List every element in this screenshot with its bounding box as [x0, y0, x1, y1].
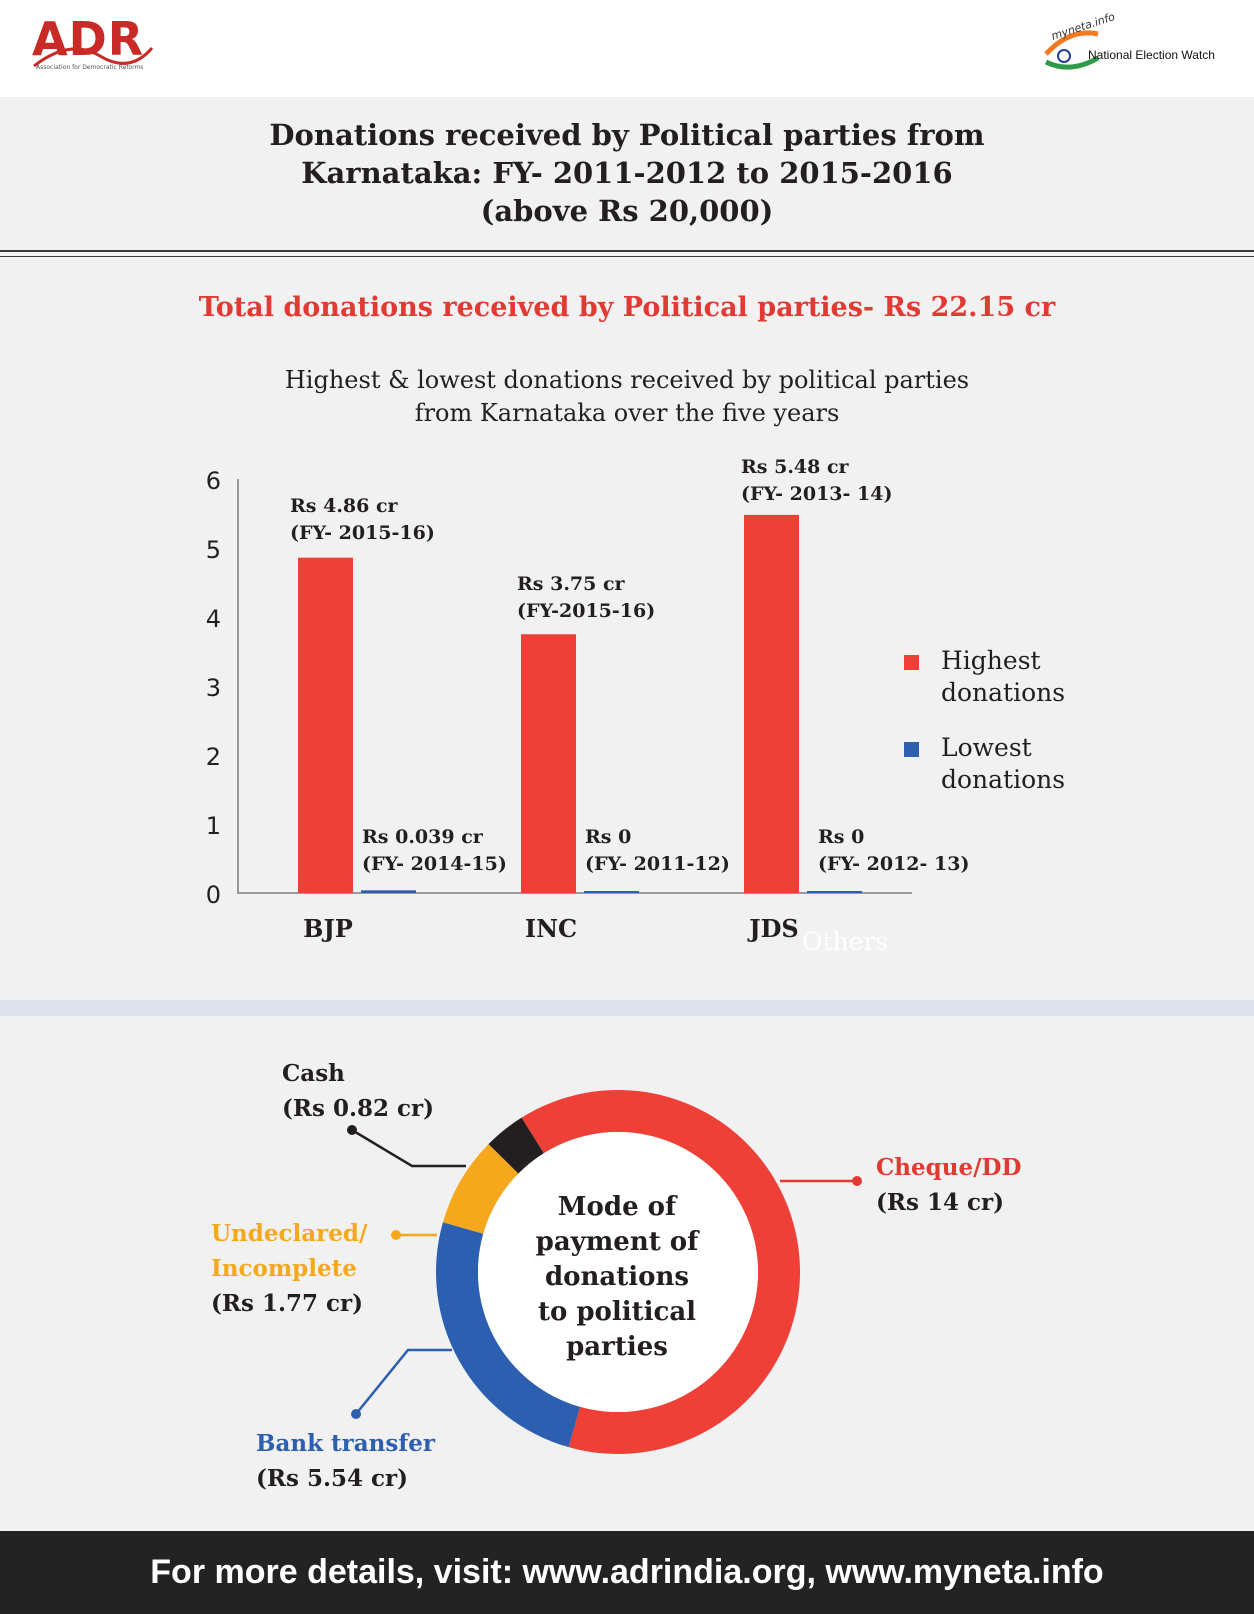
- leader-dot-undeclared: [391, 1230, 401, 1240]
- data-label-jds-highest-year: (FY- 2013- 14): [741, 483, 893, 505]
- x-tick-label-others: Others: [802, 927, 889, 956]
- cheque-label-name: Cheque/DD: [876, 1154, 1022, 1181]
- x-tick-label-jds: JDS: [749, 914, 799, 943]
- cash-label-name: Cash: [282, 1060, 345, 1087]
- data-label-jds-highest-value: Rs 5.48 cr: [741, 456, 849, 478]
- page-title-line-3: (above Rs 20,000): [480, 194, 774, 228]
- y-tick-label-6: 6: [205, 467, 221, 495]
- data-label-jds-lowest-value: Rs 0: [818, 826, 865, 848]
- donut-center-line-3: donations: [544, 1262, 690, 1292]
- legend-label-highest-line-2: donations: [941, 678, 1066, 707]
- x-tick-label-inc: INC: [524, 914, 578, 943]
- data-label-bjp-lowest-year: (FY- 2014-15): [362, 853, 507, 875]
- myneta-logo-text: National Election Watch: [1088, 48, 1215, 62]
- data-label-inc-lowest-value: Rs 0: [585, 826, 632, 848]
- donut-center-line-1: Mode of: [557, 1192, 677, 1222]
- y-tick-label-1: 1: [205, 812, 221, 840]
- bar-chart-title-line-1: Highest & lowest donations received by political parties: [284, 366, 970, 394]
- leader-line-cash: [352, 1130, 466, 1166]
- cash-label: [282, 1056, 434, 1126]
- y-tick-label-0: 0: [205, 881, 221, 909]
- legend-label-lowest-line-1: Lowest: [941, 733, 1032, 762]
- page-title-line-2: Karnataka: FY- 2011-2012 to 2015-2016: [301, 156, 953, 190]
- bank-transfer-label-name: Bank transfer: [256, 1430, 435, 1457]
- data-label-inc-lowest-year: (FY- 2011-12): [585, 853, 730, 875]
- y-tick-label-5: 5: [205, 536, 221, 564]
- myneta-logo-url: myneta.info: [1049, 10, 1117, 43]
- bar-chart-title-line-2: from Karnataka over the five years: [414, 399, 840, 427]
- x-tick-label-bjp: BJP: [303, 914, 353, 943]
- y-tick-label-2: 2: [205, 743, 221, 771]
- cash-label-value: (Rs 0.82 cr): [282, 1095, 434, 1122]
- legend-label-highest-line-1: Highest: [941, 646, 1041, 675]
- donut-center-line-5: parties: [566, 1332, 668, 1362]
- legend-label-lowest-line-2: donations: [941, 765, 1066, 794]
- undeclared-label: [211, 1216, 367, 1321]
- data-label-jds-lowest-year: (FY- 2012- 13): [818, 853, 970, 875]
- cheque-label: [876, 1150, 1021, 1220]
- data-label-inc-highest-value: Rs 3.75 cr: [517, 573, 625, 595]
- donut-center-line-2: payment of: [535, 1227, 699, 1257]
- total-donations-headline: Total donations received by Political parties- Rs 22.15 cr: [198, 292, 1056, 323]
- bank-transfer-label: [256, 1426, 435, 1496]
- bank-transfer-label-value: (Rs 5.54 cr): [256, 1465, 408, 1492]
- undeclared-label-value: (Rs 1.77 cr): [211, 1290, 363, 1317]
- leader-dot-cash: [347, 1125, 357, 1135]
- cheque-label-value: (Rs 14 cr): [876, 1189, 1004, 1216]
- data-label-bjp-highest-year: (FY- 2015-16): [290, 522, 435, 544]
- adr-logo-subtitle: Association for Democratic Reforms: [36, 64, 144, 71]
- y-tick-label-4: 4: [205, 605, 221, 633]
- donut-center-line-4: to political: [537, 1297, 697, 1327]
- adr-logo-text: ADR: [32, 12, 145, 66]
- undeclared-label-line-1: Undeclared/: [211, 1220, 368, 1247]
- data-label-bjp-lowest-value: Rs 0.039 cr: [362, 826, 483, 848]
- leader-dot-cheque-dd: [852, 1176, 862, 1186]
- undeclared-label-line-2: Incomplete: [211, 1255, 357, 1282]
- data-label-inc-highest-year: (FY-2015-16): [517, 600, 656, 622]
- page-title-line-1: Donations received by Political parties from: [269, 118, 985, 152]
- leader-dot-bank-transfer: [351, 1409, 361, 1419]
- donut-center-label: [510, 1190, 724, 1365]
- data-label-bjp-highest-value: Rs 4.86 cr: [290, 495, 398, 517]
- leader-line-bank-transfer: [356, 1350, 452, 1414]
- footer-banner: For more details, visit: www.adrindia.org, www.myneta.info: [0, 1531, 1254, 1614]
- y-tick-label-3: 3: [205, 674, 221, 702]
